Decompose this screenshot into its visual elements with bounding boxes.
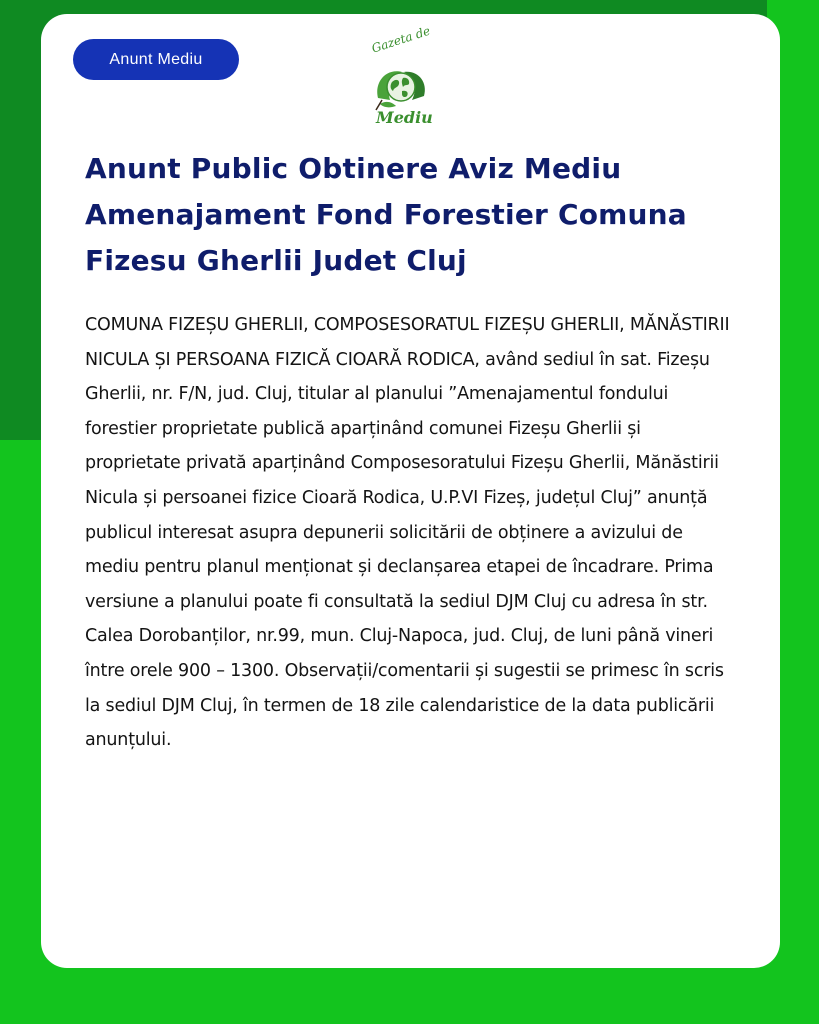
- category-badge[interactable]: [73, 39, 239, 80]
- logo-text-top: Gazeta de: [369, 23, 432, 56]
- gazeta-de-mediu-logo: [356, 23, 446, 134]
- logo-text-bottom: Mediu: [376, 108, 433, 127]
- category-badge-label: Anunt Mediu: [109, 50, 203, 68]
- article-body: COMUNA FIZEȘU GHERLII, COMPOSESORATUL FIZEȘU GHERLII, MĂNĂSTIRII NICULA ȘI PERSOANA FIZICĂ CIOARĂ RODICA, având sediul în sat. Fizeșu Gherlii, nr. F/N, jud. Cluj, titular al planului ”Amenajamentul fondului forestier proprietate publică aparținând comunei Fizeșu Gherlii și proprietate privată aparținând Composesoratului Fizeșu Gherlii, Mănăstirii Nicula și persoanei fizice Cioară Rodica, U.P.VI Fizeș, județul Cluj” anunță publicul interesat asupra depunerii solicitării de obținere a avizului de mediu pentru planul menționat și declanșarea etapei de încadrare. Prima versiune a planului poate fi consultată la sediul DJM Cluj cu adresa în str. Calea Dorobanților, nr.99, mun. Cluj-Napoca, jud. Cluj, de luni până vineri între orele 900 – 1300. Observații/comentarii și sugestii se primesc în scris la sediul DJM Cluj, în termen de 18 zile calendaristice de la data publicării anunțului.: [85, 315, 730, 751]
- article-title: Anunt Public Obtinere Aviz Mediu Amenajament Fond Forestier Comuna Fizesu Gherlii Judet Cluj: [85, 152, 687, 277]
- globe-leaf-icon: [372, 60, 430, 112]
- announcement-card: [41, 14, 780, 968]
